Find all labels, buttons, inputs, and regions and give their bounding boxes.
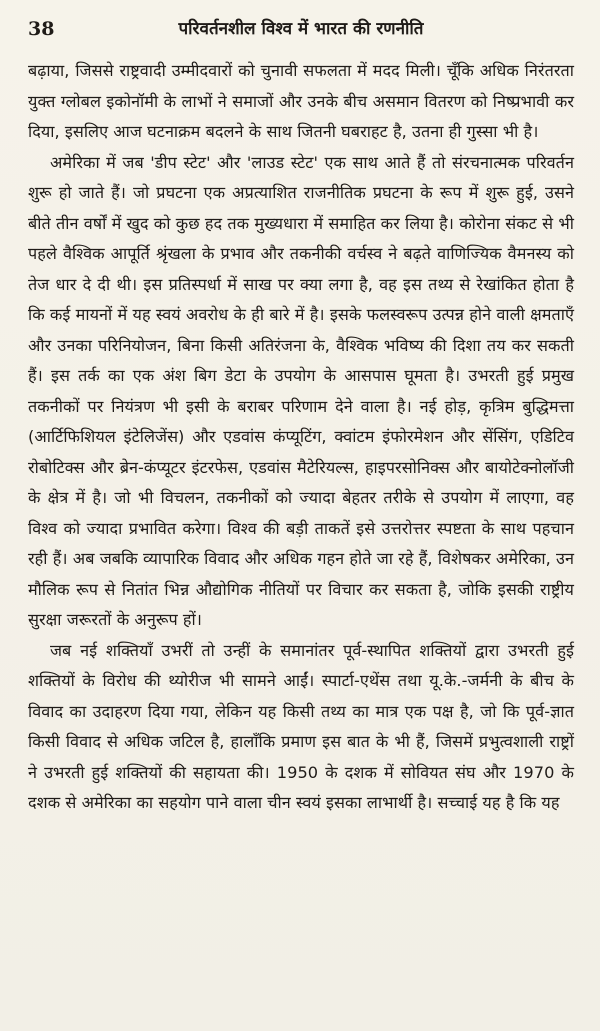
body-text: [28, 56, 574, 819]
page-header: [28, 18, 574, 56]
paragraph-1: बढ़ाया, जिससे राष्ट्रवादी उम्मीदवारों को चुनावी सफलता में मदद मिली। चूँकि अधिक निरंतरता युक्त ग्लोबल इकोनॉमी के लाभों ने समाजों और उनके बीच असमान वितरण को निष्प्रभावी कर दिया, इसलिए आज घटनाक्रम बदलने के साथ जितनी घबराहट है, उतना ही गुस्सा भी है।: [28, 61, 574, 141]
page-number: 38: [28, 18, 55, 40]
running-title: परिवर्तनशील विश्व में भारत की रणनीति: [178, 19, 424, 39]
paragraph-3: जब नई शक्तियाँ उभरीं तो उन्हीं के समानांतर पूर्व-स्थापित शक्तियों द्वारा उभरती हुई शक्तियों के विरोध की थ्योरीज भी सामने आईं। स्पार्टा-एथेंस तथा यू.के.-जर्मनी के बीच के विवाद का उदाहरण दिया गया, लेकिन यह किसी तथ्य का मात्र एक पक्ष है, जो कि पूर्व-ज्ञात किसी विवाद से अधिक जटिल है, हालाँकि प्रमाण इस बात के भी हैं, जिसमें प्रभुत्वशाली राष्ट्रों ने उभरती हुई शक्तियों की सहायता की। 1950 के दशक में सोवियत संघ और 1970 के दशक से अमेरिका का सहयोग पाने वाला चीन स्वयं इसका लाभार्थी है। सच्चाई यह है कि यह: [28, 640, 574, 812]
paragraph-2: अमेरिका में जब 'डीप स्टेट' और 'लाउड स्टेट' एक साथ आते हैं तो संरचनात्मक परिवर्तन शुरू हो जाते हैं। जो प्रघटना एक अप्रत्याशित राजनीतिक प्रघटना के रूप में शुरू हुई, उसने बीते तीन वर्षों में खुद को कुछ हद तक मुख्यधारा में समाहित कर लिया है। कोरोना संकट से भी पहले वैश्विक आपूर्ति श्रृंखला के प्रभाव और तकनीकी वर्चस्व ने बढ़ते वाणिज्यिक वैमनस्य को तेज धार दे दी थी। इस प्रतिस्पर्धा में साख पर क्या लगा है, वह इस तथ्य से रेखांकित होता है कि कई मायनों में यह स्वयं अवरोध के ही बारे में है। इसके फलस्वरूप उत्पन्न होने वाली क्षमताएँ और उनका परिनियोजन, बिना किसी अतिरंजना के, वैश्विक भविष्य की दिशा तय कर सकती हैं। इस तर्क का एक अंश बिग डेटा के उपयोग के आसपास घूमता है। उभरती हुई प्रमुख तकनीकों पर नियंत्रण भी इसी के बराबर परिणाम देने वाला है। नई होड़, कृत्रिम बुद्धिमत्ता (आर्टिफिशियल इंटेलिजेंस) और एडवांस कंप्यूटिंग, क्वांटम इंफोरमेशन और सेंसिंग, एडिटिव रोबोटिक्स और ब्रेन-कंप्यूटर इंटरफेस, एडवांस मैटेरियल्स, हाइपरसोनिक्स और बायोटेक्नोलॉजी के क्षेत्र में है। जो भी विचलन, तकनीकों को ज्यादा बेहतर तरीके से उपयोग में लाएगा, वह विश्व को ज्यादा प्रभावित करेगा। विश्व की बड़ी ताकतें इसे उत्तरोत्तर स्पष्टता के साथ पहचान रही हैं। अब जबकि व्यापारिक विवाद और अधिक गहन होते जा रहे हैं, विशेषकर अमेरिका, उन मौलिक रूप से नितांत भिन्न औद्योगिक नीतियों पर विचार कर सकता है, जोकि इसकी राष्ट्रीय सुरक्षा जरूरतों के अनुरूप हों।: [28, 152, 574, 629]
